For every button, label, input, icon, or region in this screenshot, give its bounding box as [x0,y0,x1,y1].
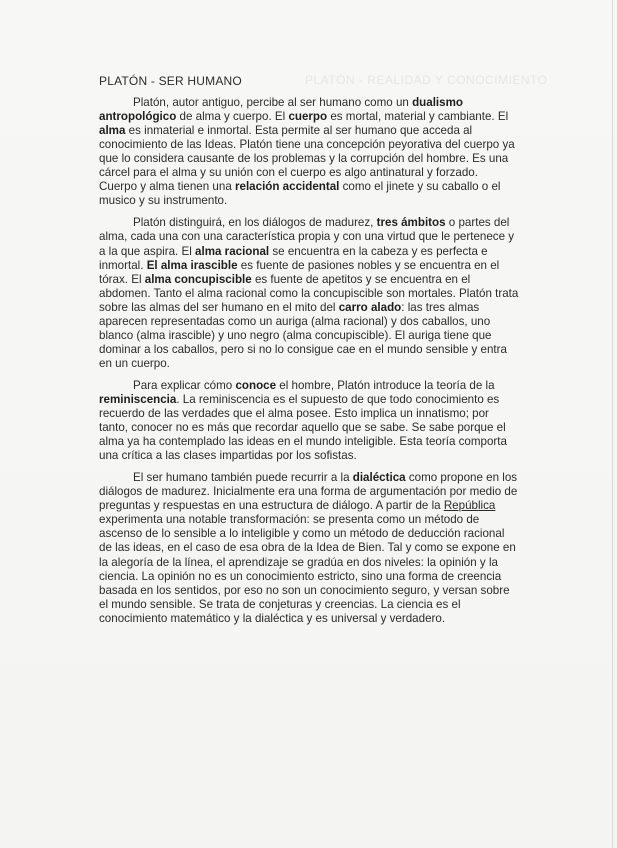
paragraph-dualismo [99,96,519,208]
bold-term: carro alado [338,300,402,314]
paragraph-ambitos-alma [99,216,519,371]
text-run: Platón, autor antiguo, percibe al ser humano como un [133,96,413,110]
text-run: es inmaterial e inmortal. Esta permite al ser humano que acceda al conocimiento de las Ideas. Platón tiene una concepción peyorativa del cuerpo ya que lo considera causante de los problemas y la corrupción del hombre. Es una cárcel para el alma y su unión con el cuerpo es algo antinatural y forzado. Cuerpo y alma tienen una [99,124,515,194]
text-run: Platón distinguirá, en los diálogos de madurez, [133,216,377,230]
bold-term: conoce [235,378,277,392]
document-title: PLATÓN - SER HUMANO [99,74,242,88]
bold-term: relación accidental [235,180,340,194]
text-run: experimenta una notable transformación: se presenta como un método de ascenso de lo sensible a lo inteligible y como un método de deducción racional de las ideas, en el caso de esa obra de la Idea de Bien. Tal y como se expone en la alegoría de la línea, el aprendizaje se gradúa en dos niveles: la opinión y la ciencia. La opinión no es un conocimiento estricto, sino una forma de creencia basada en los sentidos, por eso no son un conocimiento seguro, y versan sobre el mundo sensible. Se trata de conjeturas y creencias. La ciencia es el conocimiento matemático y la dialéctica y es universal y verdadero. [99,513,516,625]
show-through-header: PLATÓN - REALIDAD Y CONOCIMIENTO [305,73,548,87]
text-run: como el jinete y su caballo o el musico y su instrumento. [99,180,501,208]
text-run: : las tres almas aparecen representadas como un auriga (alma racional) y dos caballos, uno blanco (alma irascible) y uno negro (alma concupiscible). El auriga tiene que dominar a los caballos, pero si no lo consigue cae en el mundo sensible y entra en un cuerpo. [99,300,507,370]
text-run: El ser humano también puede recurrir a la [133,471,353,485]
bold-term: tres ámbitos [376,216,446,230]
text-run: es fuente de pasiones nobles y se encuentra en el tórax. El [99,258,500,286]
bold-term: alma [99,124,126,138]
bold-term: alma racional [195,244,270,258]
document-body [99,74,519,634]
bold-term: reminiscencia [99,392,177,406]
text-run: de alma y cuerpo. El [176,110,289,124]
bold-term: dualismo antropológico [99,96,463,124]
bold-term: dialéctica [352,471,406,485]
text-run: el hombre, Platón introduce la teoría de la [276,378,495,392]
text-run: Para explicar cómo [133,378,236,392]
bold-term: alma concupiscible [144,272,252,286]
underlined-title: República [443,499,496,513]
text-run: . La reminiscencia es el supuesto de que todo conocimiento es recuerdo de las verdades que el alma posee. Esto implica un innatismo; por tanto, conocer no es más que recordar aquello que se sabe. Se sabe porque el alma ya ha contemplado las ideas en el mundo inteligible. Esta teoría comporta una crítica a las clases impartidas por los sofistas. [99,392,507,463]
page-edge [612,0,613,848]
text-run: se encuentra en la cabeza y es perfecta e inmortal. [99,244,488,272]
bold-term: El alma irascible [146,258,238,272]
text-run: como propone en los diálogos de madurez. Inicialmente era una forma de argumentación por medio de preguntas y respuestas en una estructura de diálogo. A partir de la [99,471,518,513]
paragraph-dialectica [99,471,519,626]
bold-term: cuerpo [288,110,328,124]
text-run: o partes del alma, cada una con una característica propia y con una virtud que le pertenece y a la que aspira. El [99,216,515,258]
paragraph-reminiscencia [99,379,519,463]
text-run: es fuente de apetitos y se encuentra en el abdomen. Tanto el alma racional como la concupiscible son mortales. Platón trata sobre las almas del ser humano en el mito del [99,272,519,314]
text-run: es mortal, material y cambiante. El [327,110,509,124]
